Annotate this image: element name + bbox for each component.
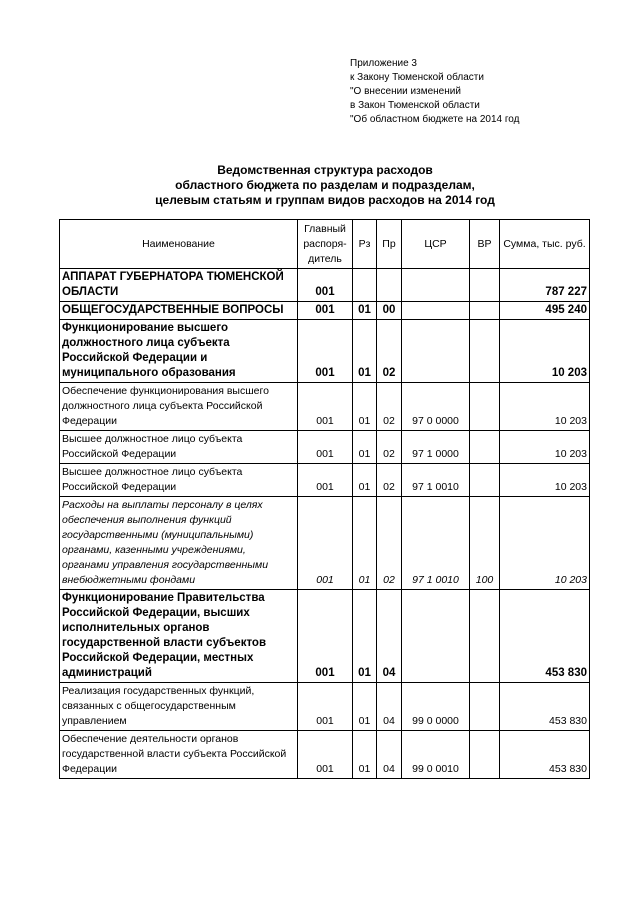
cell-csr — [402, 302, 470, 320]
cell-vr — [470, 383, 500, 431]
header-rz: Рз — [353, 220, 377, 269]
table-row — [60, 383, 590, 431]
cell-gl: 001 — [298, 683, 353, 731]
cell-vr — [470, 431, 500, 464]
cell-name: Обеспечение деятельности органов государственной власти субъекта Российской Федерации — [60, 731, 298, 779]
cell-rz: 01 — [353, 431, 377, 464]
cell-vr: 100 — [470, 497, 500, 590]
cell-name: Высшее должностное лицо субъекта Российской Федерации — [60, 464, 298, 497]
cell-gl: 001 — [298, 590, 353, 683]
cell-sum: 10 203 — [500, 464, 590, 497]
cell-vr — [470, 302, 500, 320]
cell-pr: 04 — [377, 590, 402, 683]
cell-csr — [402, 320, 470, 383]
table-row — [60, 497, 590, 590]
cell-sum: 10 203 — [500, 431, 590, 464]
header-vr: ВР — [470, 220, 500, 269]
table-row — [60, 431, 590, 464]
cell-name: Высшее должностное лицо субъекта Российской Федерации — [60, 431, 298, 464]
appendix-line: "О внесении изменений — [350, 86, 461, 97]
header-sum: Сумма, тыс. руб. — [500, 220, 590, 269]
cell-sum: 787 227 — [500, 269, 590, 302]
cell-rz — [353, 269, 377, 302]
cell-pr: 02 — [377, 320, 402, 383]
cell-vr — [470, 683, 500, 731]
cell-csr: 97 1 0000 — [402, 431, 470, 464]
cell-gl: 001 — [298, 731, 353, 779]
cell-name: Функционирование Правительства Российской Федерации, высших исполнительных органов государственной власти субъектов Российской Федерации, местных администраций — [60, 590, 298, 683]
cell-vr — [470, 320, 500, 383]
cell-sum: 453 830 — [500, 683, 590, 731]
cell-csr — [402, 590, 470, 683]
title-line: областного бюджета по разделам и подразделам, — [175, 178, 475, 192]
cell-gl: 001 — [298, 269, 353, 302]
cell-pr: 02 — [377, 383, 402, 431]
cell-csr — [402, 269, 470, 302]
table-row — [60, 320, 590, 383]
cell-vr — [470, 590, 500, 683]
cell-csr: 99 0 0000 — [402, 683, 470, 731]
header-csr: ЦСР — [402, 220, 470, 269]
cell-csr: 97 1 0010 — [402, 497, 470, 590]
document-title — [60, 163, 590, 208]
cell-gl: 001 — [298, 320, 353, 383]
table-row — [60, 731, 590, 779]
cell-gl: 001 — [298, 497, 353, 590]
cell-name: Реализация государственных функций, связанных с общегосударственным управлением — [60, 683, 298, 731]
cell-pr: 04 — [377, 731, 402, 779]
header-pr: Пр — [377, 220, 402, 269]
cell-gl: 001 — [298, 383, 353, 431]
appendix-line: "Об областном бюджете на 2014 год — [350, 114, 520, 125]
cell-name: ОБЩЕГОСУДАРСТВЕННЫЕ ВОПРОСЫ — [60, 302, 298, 320]
cell-csr: 99 0 0010 — [402, 731, 470, 779]
cell-pr — [377, 269, 402, 302]
cell-sum: 495 240 — [500, 302, 590, 320]
appendix-line: к Закону Тюменской области — [350, 72, 484, 83]
budget-table — [59, 219, 590, 779]
cell-rz: 01 — [353, 302, 377, 320]
cell-sum: 10 203 — [500, 497, 590, 590]
table-row — [60, 302, 590, 320]
cell-sum: 10 203 — [500, 320, 590, 383]
cell-rz: 01 — [353, 683, 377, 731]
cell-csr: 97 1 0010 — [402, 464, 470, 497]
table-row — [60, 464, 590, 497]
title-line: Ведомственная структура расходов — [217, 163, 433, 177]
cell-pr: 02 — [377, 497, 402, 590]
cell-pr: 02 — [377, 431, 402, 464]
table-row — [60, 590, 590, 683]
cell-name: Расходы на выплаты персоналу в целях обеспечения выполнения функций государственными (муниципальными) органами, казенными учреждениями, органами управления государственными внебюджетными фондами — [60, 497, 298, 590]
cell-rz: 01 — [353, 731, 377, 779]
cell-gl: 001 — [298, 431, 353, 464]
cell-name: АППАРАТ ГУБЕРНАТОРА ТЮМЕНСКОЙ ОБЛАСТИ — [60, 269, 298, 302]
cell-rz: 01 — [353, 383, 377, 431]
header-name: Наименование — [60, 220, 298, 269]
appendix-note — [350, 57, 519, 127]
header-gl: Главный распоря-дитель — [298, 220, 353, 269]
table-row — [60, 683, 590, 731]
table-row — [60, 269, 590, 302]
cell-sum: 453 830 — [500, 731, 590, 779]
cell-rz: 01 — [353, 320, 377, 383]
appendix-line: в Закон Тюменской области — [350, 100, 480, 111]
cell-rz: 01 — [353, 590, 377, 683]
cell-csr: 97 0 0000 — [402, 383, 470, 431]
cell-sum: 10 203 — [500, 383, 590, 431]
cell-rz: 01 — [353, 497, 377, 590]
cell-name: Функционирование высшего должностного лица субъекта Российской Федерации и муниципального образования — [60, 320, 298, 383]
cell-vr — [470, 731, 500, 779]
cell-gl: 001 — [298, 302, 353, 320]
cell-sum: 453 830 — [500, 590, 590, 683]
cell-pr: 00 — [377, 302, 402, 320]
title-line: целевым статьям и группам видов расходов на 2014 год — [155, 193, 495, 207]
cell-gl: 001 — [298, 464, 353, 497]
cell-name: Обеспечение функционирования высшего должностного лица субъекта Российской Федерации — [60, 383, 298, 431]
cell-rz: 01 — [353, 464, 377, 497]
cell-vr — [470, 269, 500, 302]
appendix-line: Приложение 3 — [350, 58, 417, 69]
cell-vr — [470, 464, 500, 497]
table-header-row — [60, 220, 590, 269]
cell-pr: 02 — [377, 464, 402, 497]
cell-pr: 04 — [377, 683, 402, 731]
